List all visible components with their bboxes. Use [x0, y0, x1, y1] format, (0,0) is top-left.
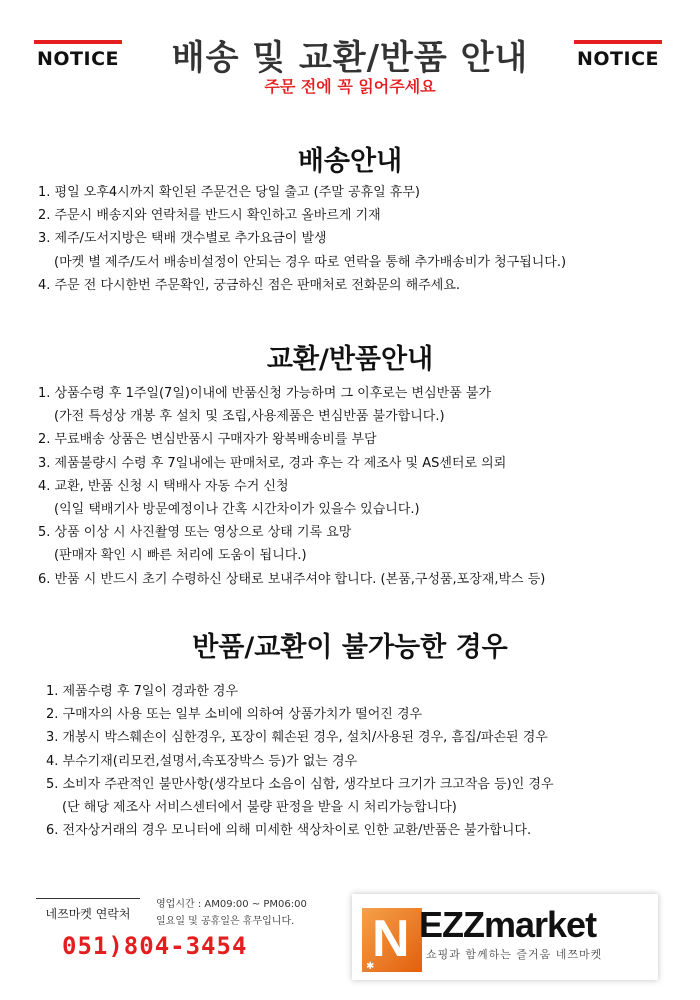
list-item-note: (익일 택배기사 방문예정이나 간혹 시간차이가 있을수 있습니다.) [54, 502, 420, 518]
list-item: 1. 상품수령 후 1주일(7일)이내에 반품신청 가능하며 그 이후로는 변심반품 불가 [38, 386, 492, 401]
shipping-list [38, 181, 566, 297]
notice-text: NOTICE [36, 48, 119, 70]
list-item: 2. 무료배송 상품은 변심반품시 구매자가 왕복배송비를 부담 [38, 432, 377, 448]
page-subtitle: 주문 전에 꼭 읽어주세요 [264, 77, 436, 96]
impossible-heading: 반품/교환이 불가능한 경우 [192, 632, 508, 663]
shipping-heading: 배송안내 [297, 146, 403, 177]
list-item: 3. 개봉시 박스훼손이 심한경우, 포장이 훼손된 경우, 설치/사용된 경우, 흠집/파손된 경우 [46, 730, 548, 746]
list-item: 5. 소비자 주관적인 불만사항(생각보다 소음이 심함, 생각보다 크기가 크고작음 등)인 경우 [46, 776, 554, 792]
list-item-note: (가전 특성상 개봉 후 설치 및 조립,사용제품은 변심반품 불가합니다.) [54, 409, 445, 425]
list-item: 6. 전자상거래의 경우 모니터에 의해 미세한 색상차이로 인한 교환/반품은 불가합니다. [46, 823, 532, 839]
list-item: 4. 부수기재(리모컨,설명서,속포장박스 등)가 없는 경우 [46, 753, 358, 769]
exchange-heading: 교환/반품안내 [266, 344, 434, 375]
contact-label: 네쯔마켓 연락처 [36, 898, 140, 922]
logo-letter-n: N [372, 910, 410, 968]
page-title: 배송 및 교환/반품 안내 [171, 38, 529, 78]
notice-text: NOTICE [576, 48, 659, 70]
list-item-note: (판매자 확인 시 빠른 처리에 도움이 됩니다.) [54, 548, 307, 564]
list-item-note: (마켓 별 제주/도서 배송비설정이 안되는 경우 따로 연락을 통해 추가배송비가 청구됩니다.) [54, 254, 567, 270]
notice-badge-left [34, 40, 122, 70]
list-item: 6. 반품 시 반드시 초기 수령하신 상태로 보내주셔야 합니다. (본품,구성품,포장재,박스 등) [38, 571, 546, 587]
phone-number: 051)804-3454 [62, 932, 248, 960]
notice-red-bar [34, 40, 122, 44]
notice-badge-right [574, 40, 662, 70]
holiday-line: 일요일 및 공휴일은 휴무입니다. [156, 916, 295, 927]
list-item: 5. 상품 이상 시 사진촬영 또는 영상으로 상태 기록 요망 [38, 525, 352, 541]
logo-wordmark: EZZmarket [419, 904, 597, 945]
logo-tagline: 쇼핑과 함께하는 즐거움 네쯔마켓 [426, 948, 603, 961]
nezzmarket-logo [352, 894, 658, 980]
list-item: 1. 평일 오후4시까지 확인된 주문건은 당일 출고 (주말 공휴일 휴무) [38, 185, 420, 200]
notice-red-bar [574, 40, 662, 44]
list-item: 4. 주문 전 다시한번 주문확인, 궁금하신 점은 판매처로 전화문의 해주세요. [38, 277, 461, 293]
list-item-note: (단 해당 제조사 서비스센터에서 불량 판정을 받을 시 처리가능합니다) [62, 800, 457, 816]
list-item: 2. 주문시 배송지와 연락처를 반드시 확인하고 올바르게 기재 [38, 208, 381, 224]
hours-line: 영업시간 : AM09:00 ~ PM06:00 [156, 899, 307, 910]
list-item: 4. 교환, 반품 신청 시 택배사 자동 수거 신청 [38, 478, 289, 494]
impossible-list [46, 680, 554, 842]
exchange-list [38, 382, 545, 591]
star-icon: ✱ [366, 961, 375, 972]
business-hours [156, 896, 307, 930]
list-item: 2. 구매자의 사용 또는 일부 소비에 의하여 상품가치가 떨어진 경우 [46, 707, 423, 723]
list-item: 3. 제품불량시 수령 후 7일내에는 판매처로, 경과 후는 각 제조사 및 AS센터로 의뢰 [38, 455, 507, 471]
list-item: 1. 제품수령 후 7일이 경과한 경우 [46, 684, 239, 699]
list-item: 3. 제주/도서지방은 택배 갯수별로 추가요금이 발생 [38, 231, 327, 247]
